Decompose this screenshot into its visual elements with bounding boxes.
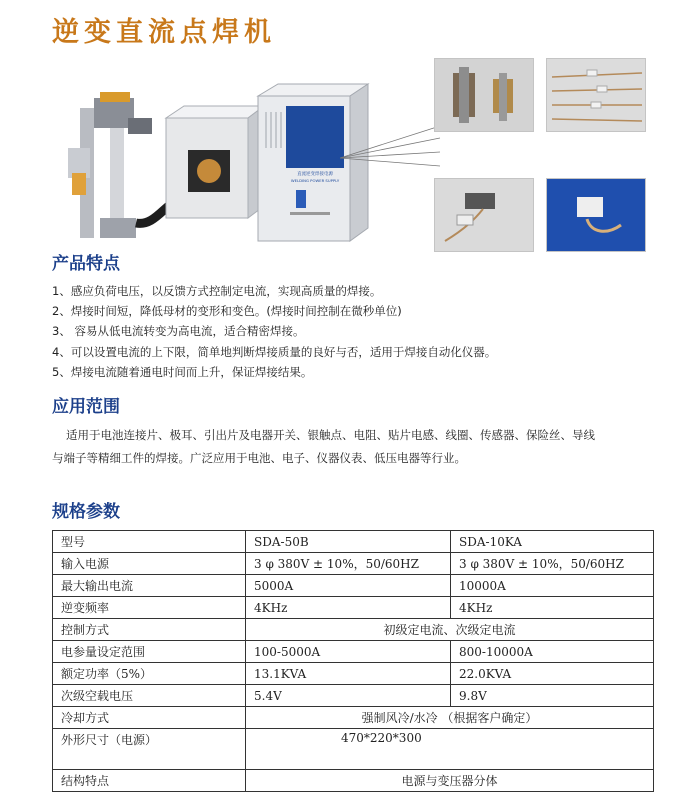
spec-label: 控制方式 — [53, 619, 246, 641]
spec-label: 次级空载电压 — [53, 685, 246, 707]
sample-photo-contact — [546, 178, 646, 252]
table-row — [53, 597, 654, 619]
spec-heading: 规格参数 — [52, 502, 120, 522]
table-row — [53, 729, 654, 770]
spec-value-merged: 强制风冷/水冷 （根据客户确定） — [246, 707, 654, 729]
table-row — [53, 770, 654, 792]
spec-value-merged: 电源与变压器分体 — [246, 770, 654, 792]
sample-photo-wires — [546, 58, 646, 132]
table-row — [53, 685, 654, 707]
table-row — [53, 707, 654, 729]
application-heading: 应用范围 — [52, 397, 120, 417]
spec-label: 最大输出电流 — [53, 575, 246, 597]
spec-value-a: 5.4V — [246, 685, 451, 707]
feature-item-4: 4、可以设置电流的上下限，简单地判断焊接质量的良好与否，适用于焊接自动化仪器。 — [52, 345, 497, 359]
spec-value-a: 5000A — [246, 575, 451, 597]
sample-photo-component — [434, 178, 534, 252]
spec-value-a: SDA-50B — [246, 531, 451, 553]
spec-label: 电参量设定范围 — [53, 641, 246, 663]
table-row — [53, 663, 654, 685]
spec-value-b: 3 φ 380V ± 10%，50/60HZ — [451, 553, 654, 575]
application-text — [52, 424, 652, 470]
table-row — [53, 641, 654, 663]
spec-label: 逆变频率 — [53, 597, 246, 619]
table-row — [53, 531, 654, 553]
features-heading: 产品特点 — [52, 254, 120, 274]
feature-item-3: 3、 容易从低电流转变为高电流，适合精密焊接。 — [52, 324, 305, 338]
feature-item-2: 2、焊接时间短，降低母材的变形和变色。(焊接时间控制在微秒单位) — [52, 304, 402, 318]
spec-label: 型号 — [53, 531, 246, 553]
spec-value-a: 13.1KVA — [246, 663, 451, 685]
spec-value-b: SDA-10KA — [451, 531, 654, 553]
spec-label: 冷却方式 — [53, 707, 246, 729]
spec-value-b: 10000A — [451, 575, 654, 597]
application-line-2: 与端子等精细工件的焊接。广泛应用于电池、电子、仪器仪表、低压电器等行业。 — [52, 451, 466, 465]
panel-label-en: WELDING POWER SUPPLY — [290, 178, 340, 183]
panel-label-cn: 直流逆变焊接电源 — [297, 172, 333, 177]
hero-image — [0, 58, 700, 258]
spec-value-merged — [246, 729, 654, 770]
spec-value-b: 800-10000A — [451, 641, 654, 663]
feature-item-5: 5、焊接电流随着通电时间而上升，保证焊接结果。 — [52, 365, 313, 379]
spec-value-merged: 初级定电流、次级定电流 — [246, 619, 654, 641]
spec-value-a: 100-5000A — [246, 641, 451, 663]
spec-value-dimensions: 470*220*300 — [341, 731, 422, 745]
spec-label: 结构特点 — [53, 770, 246, 792]
spec-table — [52, 530, 654, 792]
spec-label: 外形尺寸（电源） — [53, 729, 246, 770]
spec-value-a: 3 φ 380V ± 10%，50/60HZ — [246, 553, 451, 575]
table-row — [53, 619, 654, 641]
spec-value-b: 22.0KVA — [451, 663, 654, 685]
feature-item-1: 1、感应负荷电压，以反馈方式控制定电流，实现高质量的焊接。 — [52, 284, 382, 298]
sample-photo-rotor — [434, 58, 534, 132]
spec-value-b: 4KHz — [451, 597, 654, 619]
machine-illustration — [50, 78, 370, 253]
spec-value-a: 4KHz — [246, 597, 451, 619]
table-row — [53, 553, 654, 575]
spec-label: 额定功率（5%） — [53, 663, 246, 685]
application-line-1: 适用于电池连接片、极耳、引出片及电器开关、银触点、电阻、贴片电感、线圈、传感器、保险丝、导线 — [66, 428, 595, 442]
table-row — [53, 575, 654, 597]
spec-value-b: 9.8V — [451, 685, 654, 707]
page-title: 逆变直流点焊机 — [52, 17, 276, 48]
spec-label: 输入电源 — [53, 553, 246, 575]
